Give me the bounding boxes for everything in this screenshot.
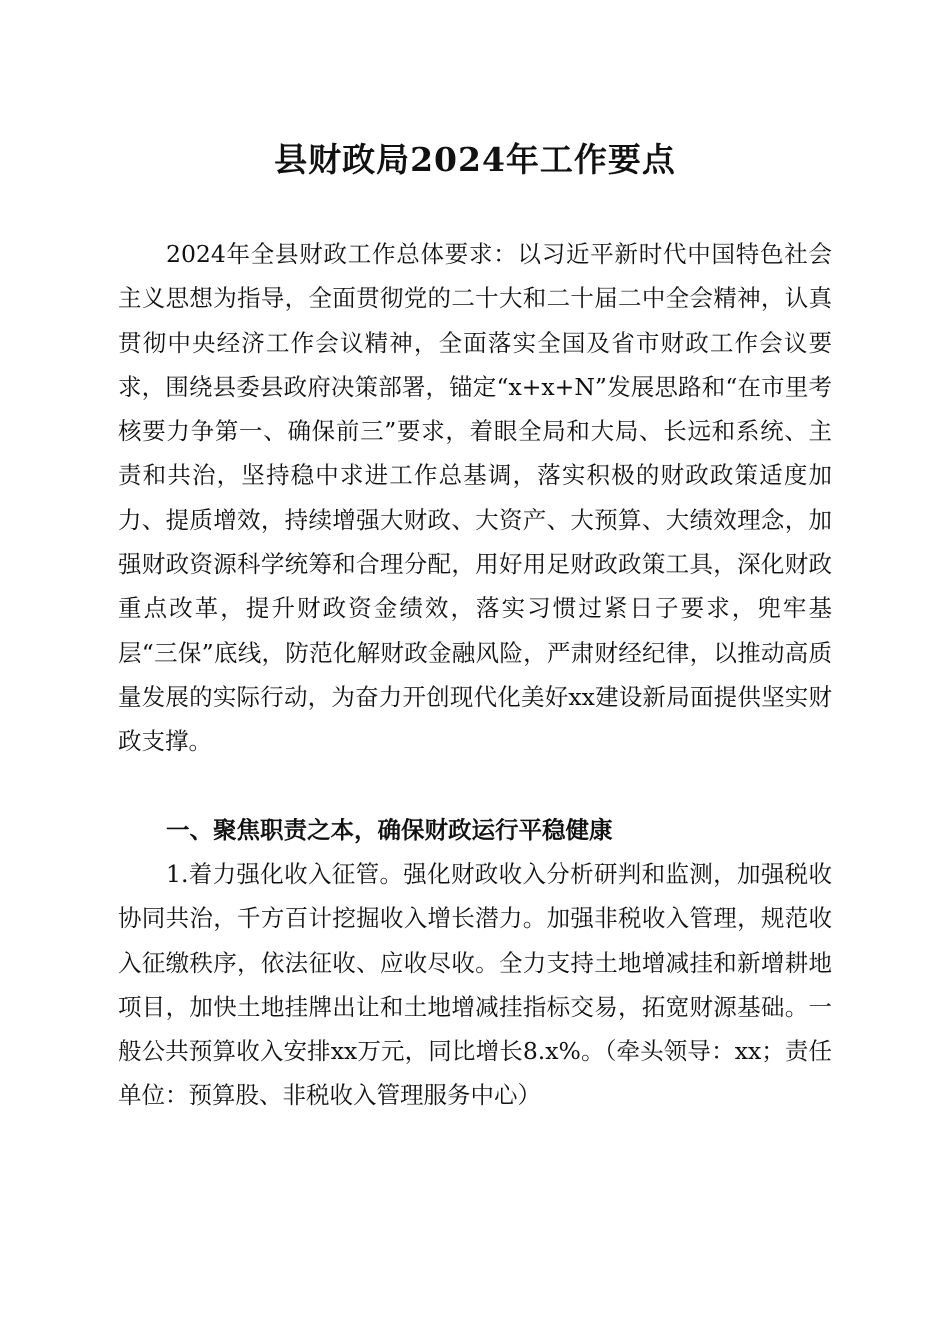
item-1-paragraph: 1.着力强化收入征管。强化财政收入分析研判和监测，加强税收协同共治，千方百计挖掘收入增长潜力。加强非税收入管理，规范收入征缴秩序，依法征收、应收尽收。全力支持土地增减挂和新增耕地项目，加快土地挂牌出让和土地增减挂指标交易，拓宽财源基础。一般公共预算收入安排xx万元，同比增长8.x%。（牵头领导：xx；责任单位：预算股、非税收入管理服务中心）: [118, 860, 832, 1110]
document-title: 县财政局2024年工作要点: [274, 140, 676, 179]
intro-paragraph: 2024年全县财政工作总体要求：以习近平新时代中国特色社会主义思想为指导，全面贯彻党的二十大和二十届二中全会精神，认真贯彻中央经济工作会议精神，全面落实全国及省市财政工作会议要求，围绕县委县政府决策部署，锚定“x+x+N”发展思路和“在市里考核要力争第一、确保前三”要求，着眼全局和大局、长远和系统、主责和共治，坚持稳中求进工作总基调，落实积极的财政政策适度加力、提质增效，持续增强大财政、大资产、大预算、大绩效理念，加强财政资源科学统筹和合理分配，用好用足财政政策工具，深化财政重点改革，提升财政资金绩效，落实习惯过紧日子要求，兜牢基层“三保”底线，防范化解财政金融风险，严肃财经纪律，以推动高质量发展的实际行动，为奋力开创现代化美好xx建设新局面提供坚实财政支撑。: [118, 240, 832, 756]
section-heading: 一、聚焦职责之本，确保财政运行平稳健康: [166, 816, 613, 844]
